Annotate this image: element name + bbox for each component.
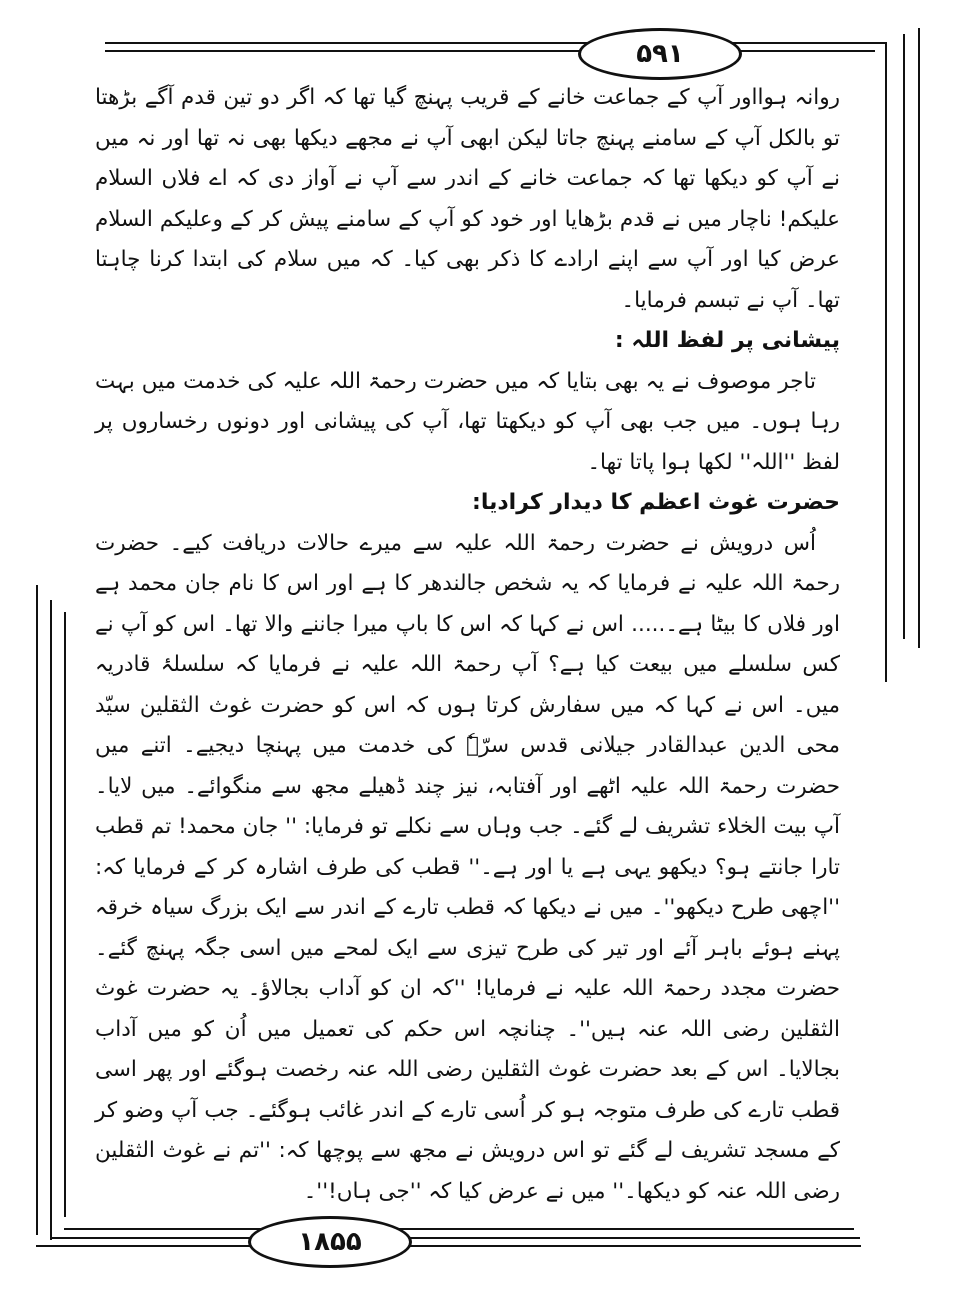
main-text <box>95 78 840 1212</box>
bottom-rule-inner <box>50 1237 860 1239</box>
top-rule-inner <box>105 50 875 52</box>
paragraph-3: اُس درویش نے حضرت رحمۃ اللہ علیہ سے میرے حالات دریافت کیے۔ حضرت رحمۃ اللہ علیہ نے فرمایا کہ یہ شخص جالندھر کا ہے اور اس کا نام جان محمد ہے اور فلاں کا بیٹا ہے۔..... اس نے کہا کہ اس کا باپ میرا جاننے والا تھا۔ اس کو آپ نے کس سلسلے میں بیعت کیا ہے؟ آپ رحمۃ اللہ علیہ نے فرمایا کہ سلسلۂ قادریہ میں۔ اس نے کہا کہ میں سفارش کرتا ہوں کہ اس کو حضرت غوث الثقلین سیّد محی الدین عبدالقادر جیلانی قدس سرّہٗ کی خدمت میں پہنچا دیجیے۔ اتنے میں حضرت رحمۃ اللہ علیہ اٹھے اور آفتابہ، نیز چند ڈھیلے مجھ سے منگوائے۔ میں لایا۔ آپ بیت الخلاء تشریف لے گئے۔ جب وہاں سے نکلے تو فرمایا: '' جان محمد! تم قطب تارا جانتے ہو؟ دیکھو یہی ہے یا اور ہے۔'' قطب کی طرف اشارہ کر کے فرمایا کہ: ''اچھی طرح دیکھو''۔ میں نے دیکھا کہ قطب تارے کے اندر سے ایک بزرگ سیاہ خرقہ پہنے ہوئے باہر آئے اور تیر کی طرح تیزی سے ایک لمحے میں اسی جگہ پہنچ گئے۔ حضرت مجدد رحمۃ اللہ علیہ نے فرمایا! ''کہ ان کو آداب بجالاؤ۔ یہ حضرت غوث الثقلین رضی اللہ عنہ ہیں''۔ چنانچہ اس حکم کی تعمیل میں اُن کو میں آداب بجالایا۔ اس کے بعد حضرت غوث الثقلین رضی اللہ عنہ رخصت ہوگئے اور پھر اسی قطب تارے کی طرف متوجہ ہو کر اُسی تارے کے اندر غائب ہوگئے۔ جب آپ وضو کر کے مسجد تشریف لے گئے تو اس درویش نے مجھ سے پوچھا کہ: ''تم نے غوث الثقلین رضی اللہ عنہ کو دیکھا۔'' میں نے عرض کیا کہ ''جی ہاں!''۔ <box>95 530 840 1204</box>
left-frame-line-1 <box>36 585 38 1235</box>
bottom-rule-third <box>64 1228 854 1230</box>
header-page-number: ۵۹۱ <box>578 28 742 80</box>
left-frame-line-2 <box>50 600 52 1240</box>
paragraph-1: روانہ ہوااور آپ کے جماعت خانے کے قریب پہنچ گیا تھا کہ اگر دو تین قدم آگے بڑھتا تو بالکل آپ کے سامنے پہنچ جاتا لیکن ابھی آپ نے مجھے دیکھا بھی نہ تھا اور نہ میں نے آپ کو دیکھا تھا کہ جماعت خانے کے اندر سے آپ نے آواز دی کہ اے فلاں السلام علیکم! ناچار میں نے قدم بڑھایا اور خود کو آپ کے سامنے پیش کر کے وعلیکم السلام عرض کیا اور آپ سے اپنے ارادے کا ذکر بھی کیا۔ کہ میں سلام کی ابتدا کرنا چاہتا تھا۔ آپ نے تبسم فرمایا۔ <box>95 85 840 313</box>
left-frame-line-3 <box>64 612 66 1217</box>
section-heading-1: پیشانی پر لفظ اللہ : <box>614 328 840 353</box>
footer-page-number: ۱۸۵۵ <box>248 1216 412 1268</box>
right-frame-line-2 <box>903 34 905 639</box>
paragraph-2: تاجر موصوف نے یہ بھی بتایا کہ میں حضرت رحمۃ اللہ علیہ کی خدمت میں بہت رہا ہوں۔ میں جب بھی آپ کو دیکھتا تھا، آپ کی پیشانی اور دونوں رخساروں پر لفظ ''اللہ'' لکھا ہوا پاتا تھا۔ <box>95 368 840 475</box>
section-heading-2: حضرت غوث اعظم کا دیدار کرادیا: <box>472 490 840 515</box>
right-frame-line-3 <box>918 28 920 648</box>
top-rule-outer <box>105 42 885 44</box>
right-frame-line-1 <box>885 42 887 682</box>
bottom-rule-outer <box>36 1245 861 1247</box>
